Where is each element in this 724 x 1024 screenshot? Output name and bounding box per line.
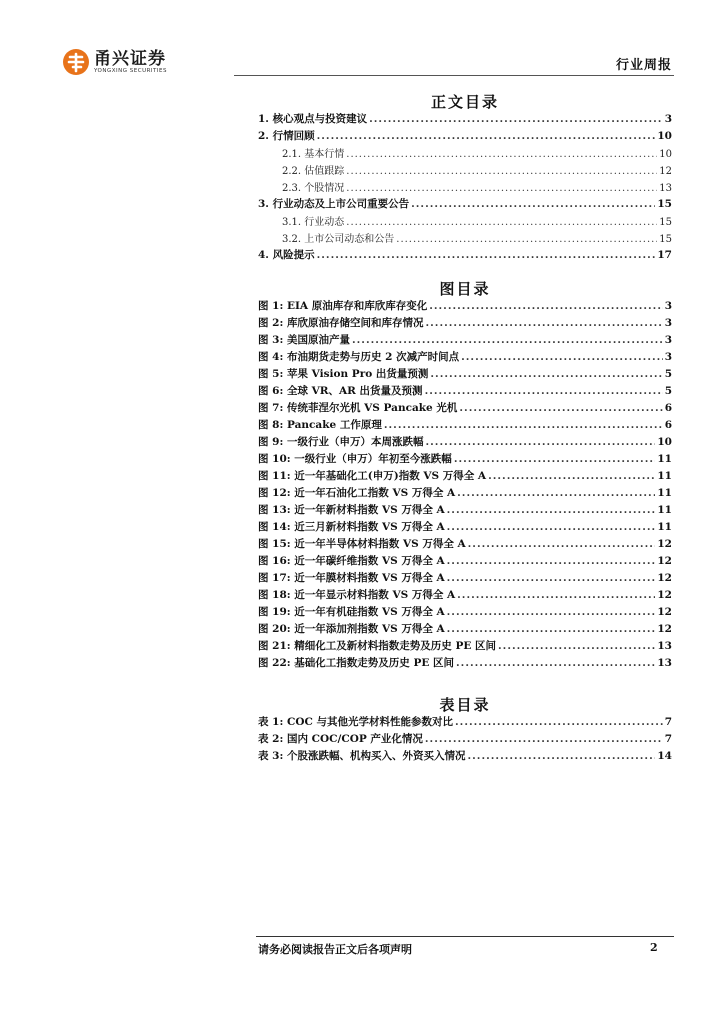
toc-entry-text: 3. 行业动态及上市公司重要公告 [258, 198, 410, 210]
dot-leader [425, 733, 663, 745]
dot-leader [426, 436, 656, 448]
figure-entry[interactable] [258, 451, 672, 468]
dot-leader [429, 300, 662, 312]
dot-leader [425, 385, 663, 397]
dot-leader [317, 130, 656, 142]
footer-disclaimer: 请务必阅读报告正文后各项声明 [258, 943, 412, 956]
figure-entry-text: 图 13: 近一年新材料指数 VS 万得全 A [258, 504, 445, 516]
figure-entry-page: 12 [657, 589, 672, 601]
figure-entry[interactable] [258, 468, 672, 485]
figure-entry-text: 图 15: 近一年半导体材料指数 VS 万得全 A [258, 538, 466, 550]
toc-entry-page: 15 [659, 217, 672, 228]
figure-entry-text: 图 16: 近一年碳纤维指数 VS 万得全 A [258, 555, 445, 567]
figure-entry-text: 图 19: 近一年有机硅指数 VS 万得全 A [258, 606, 445, 618]
figure-entry[interactable] [258, 570, 672, 587]
figure-entry[interactable] [258, 502, 672, 519]
figure-entry-text: 图 22: 基础化工指数走势及历史 PE 区间 [258, 657, 455, 669]
figure-entry-text: 图 5: 苹果 Vision Pro 出货量预测 [258, 368, 429, 380]
figure-entry-text: 图 1: EIA 原油库存和库欣库存变化 [258, 300, 428, 312]
figure-entry[interactable] [258, 621, 672, 638]
table-entry-text: 表 1: COC 与其他光学材料性能参数对比 [258, 716, 454, 728]
table-entry[interactable] [258, 731, 672, 748]
dot-leader [346, 149, 657, 160]
figure-entry-page: 11 [657, 521, 672, 533]
toc-entry-text: 2.1. 基本行情 [282, 149, 345, 160]
figure-entry-text: 图 8: Pancake 工作原理 [258, 419, 382, 431]
figure-entry-page: 11 [657, 504, 672, 516]
toc-subentry[interactable] [258, 179, 672, 196]
figure-entry-page: 6 [664, 402, 672, 414]
figure-entry-text: 图 10: 一级行业（申万）年初至今涨跌幅 [258, 453, 452, 465]
dot-leader [498, 640, 655, 652]
figure-entry-text: 图 14: 近三月新材料指数 VS 万得全 A [258, 521, 445, 533]
figure-entry-page: 5 [664, 368, 672, 380]
table-entry[interactable] [258, 714, 672, 731]
table-list-title: 表目录 [439, 696, 491, 714]
toc-entry-page: 3 [664, 113, 672, 125]
dot-leader [411, 198, 655, 210]
dot-leader [369, 113, 663, 125]
figure-entry[interactable] [258, 400, 672, 417]
figure-entry-page: 3 [664, 351, 672, 363]
toc-entry-text: 3.2. 上市公司动态和公告 [282, 234, 395, 245]
figure-entry-page: 13 [657, 640, 672, 652]
dot-leader [461, 351, 663, 363]
toc-entry-text: 4. 风险提示 [258, 249, 315, 261]
toc-subentry[interactable] [258, 145, 672, 162]
figure-entry-page: 11 [657, 453, 672, 465]
toc-entry-text: 3.1. 行业动态 [282, 217, 345, 228]
figure-entry-page: 5 [664, 385, 672, 397]
dot-leader [346, 217, 657, 228]
dot-leader [457, 487, 655, 499]
toc-title: 正文目录 [430, 93, 499, 111]
toc-entry-page: 10 [659, 149, 672, 160]
figure-entry-page: 13 [657, 657, 672, 669]
dot-leader [426, 317, 663, 329]
toc-entry-text: 2. 行情回顾 [258, 130, 315, 142]
dot-leader [352, 334, 663, 346]
dot-leader [447, 555, 656, 567]
figure-entry-text: 图 7: 传统菲涅尔光机 VS Pancake 光机 [258, 402, 458, 414]
dot-leader [346, 183, 657, 194]
toc-entry-page: 17 [657, 249, 672, 261]
company-logo [62, 46, 167, 78]
toc-entry[interactable] [258, 128, 672, 145]
figure-entry[interactable] [258, 349, 672, 366]
table-entry-text: 表 3: 个股涨跌幅、机构买入、外资买入情况 [258, 750, 466, 762]
toc-entry[interactable] [258, 111, 672, 128]
page-number: 2 [650, 941, 658, 954]
table-entry-page: 14 [657, 750, 672, 762]
table-entry-text: 表 2: 国内 COC/COP 产业化情况 [258, 733, 423, 745]
figure-entry-page: 3 [664, 334, 672, 346]
toc-entry[interactable] [258, 196, 672, 213]
dot-leader [447, 504, 656, 516]
figure-entry[interactable] [258, 383, 672, 400]
table-entry-page: 7 [664, 716, 672, 728]
figure-entry-text: 图 9: 一级行业（申万）本周涨跌幅 [258, 436, 424, 448]
figure-entry[interactable] [258, 655, 672, 672]
toc-entry[interactable] [258, 247, 672, 264]
dot-leader [454, 453, 656, 465]
yongxing-logo-icon [62, 48, 90, 76]
logo-name-en: YONGXING SECURITIES [94, 67, 168, 74]
toc-entry-text: 2.2. 估值跟踪 [282, 166, 345, 177]
figure-entry-page: 10 [657, 436, 672, 448]
figure-entry-text: 图 2: 库欣原油存储空间和库存情况 [258, 317, 424, 329]
figure-entry-page: 3 [664, 300, 672, 312]
dot-leader [468, 750, 656, 762]
figure-entry[interactable] [258, 519, 672, 536]
figure-entry[interactable] [258, 434, 672, 451]
toc-entry-page: 12 [659, 166, 672, 177]
dot-leader [447, 572, 656, 584]
toc-entry-text: 2.3. 个股情况 [282, 183, 345, 194]
figure-entry[interactable] [258, 587, 672, 604]
dot-leader [488, 470, 655, 482]
figure-entry-text: 图 4: 布油期货走势与历史 2 次减产时间点 [258, 351, 460, 363]
toc-list [258, 111, 672, 264]
dot-leader [430, 368, 662, 380]
dot-leader [384, 419, 663, 431]
toc-subentry[interactable] [258, 213, 672, 230]
figure-entry-page: 12 [657, 555, 672, 567]
figure-entry-page: 12 [657, 623, 672, 635]
figure-entry-text: 图 21: 精细化工及新材料指数走势及历史 PE 区间 [258, 640, 497, 652]
figure-entry[interactable] [258, 553, 672, 570]
figure-entry-text: 图 12: 近一年石油化工指数 VS 万得全 A [258, 487, 456, 499]
figure-entry[interactable] [258, 638, 672, 655]
report-type-label: 行业周报 [615, 58, 672, 73]
dot-leader [468, 538, 656, 550]
figure-entry[interactable] [258, 417, 672, 434]
figure-entry[interactable] [258, 604, 672, 621]
figure-entry[interactable] [258, 298, 672, 315]
figure-entry-page: 6 [664, 419, 672, 431]
header-divider [234, 75, 674, 76]
toc-subentry[interactable] [258, 162, 672, 179]
table-entry[interactable] [258, 748, 672, 765]
figure-entry-text: 图 6: 全球 VR、AR 出货量及预测 [258, 385, 423, 397]
dot-leader [455, 716, 663, 728]
figure-entry-text: 图 17: 近一年膜材料指数 VS 万得全 A [258, 572, 445, 584]
figure-entry-page: 12 [657, 572, 672, 584]
figure-entry-text: 图 11: 近一年基础化工(申万)指数 VS 万得全 A [258, 470, 487, 482]
figure-entry-text: 图 3: 美国原油产量 [258, 334, 350, 346]
toc-entry-page: 15 [659, 234, 672, 245]
dot-leader [447, 606, 656, 618]
figure-list [258, 298, 672, 672]
dot-leader [447, 623, 656, 635]
dot-leader [459, 402, 662, 414]
figure-entry-page: 11 [657, 470, 672, 482]
figure-entry-text: 图 18: 近一年显示材料指数 VS 万得全 A [258, 589, 456, 601]
dot-leader [456, 657, 655, 669]
page-header [62, 44, 674, 78]
toc-entry-page: 13 [659, 183, 672, 194]
table-entry-page: 7 [664, 733, 672, 745]
toc-entry-text: 1. 核心观点与投资建议 [258, 113, 368, 125]
table-list [258, 714, 672, 765]
figure-entry-page: 3 [664, 317, 672, 329]
footer-divider [256, 936, 674, 937]
dot-leader [317, 249, 656, 261]
figure-entry[interactable] [258, 366, 672, 383]
figure-entry-page: 11 [657, 487, 672, 499]
figure-entry[interactable] [258, 315, 672, 332]
dot-leader [346, 166, 657, 177]
toc-entry-page: 10 [657, 130, 672, 142]
figure-entry-page: 12 [657, 606, 672, 618]
figure-entry-page: 12 [657, 538, 672, 550]
toc-entry-page: 15 [657, 198, 672, 210]
figure-entry[interactable] [258, 485, 672, 502]
logo-name-cn: 甬兴证券 [94, 48, 166, 69]
dot-leader [447, 521, 656, 533]
figure-list-title: 图目录 [439, 280, 491, 298]
toc-subentry[interactable] [258, 230, 672, 247]
figure-entry-text: 图 20: 近一年添加剂指数 VS 万得全 A [258, 623, 445, 635]
figure-entry[interactable] [258, 536, 672, 553]
dot-leader [457, 589, 655, 601]
dot-leader [396, 234, 657, 245]
figure-entry[interactable] [258, 332, 672, 349]
